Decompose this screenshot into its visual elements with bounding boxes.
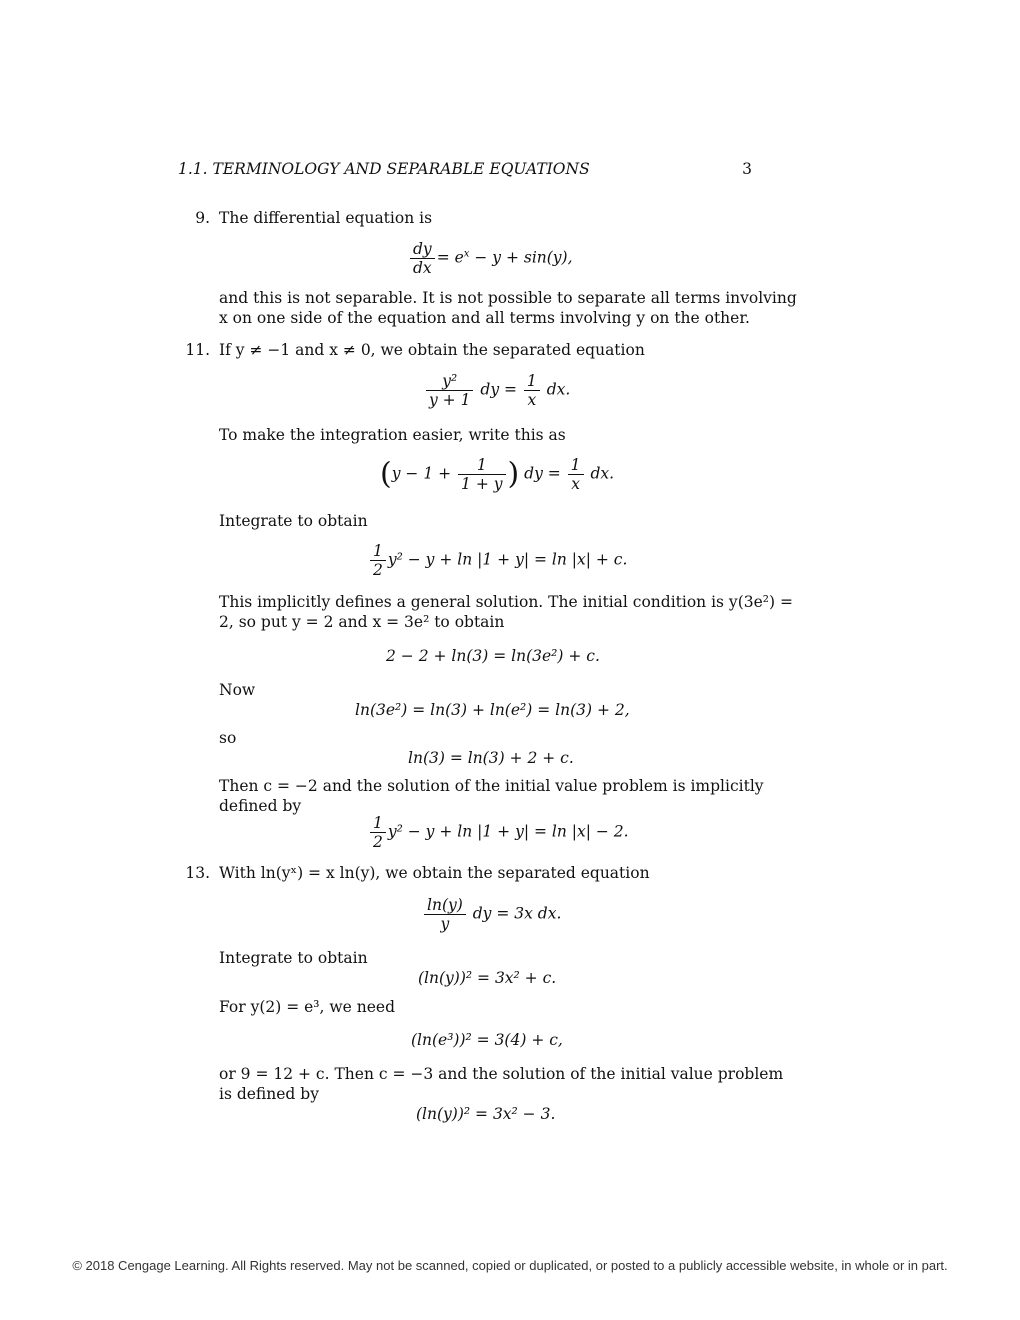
frac-numerator: 1 xyxy=(458,456,505,475)
eq-rest: y² − y + ln |1 + y| = ln |x| + c. xyxy=(387,550,628,569)
problem-11-number: 11. xyxy=(185,341,210,359)
frac-denominator: y + 1 xyxy=(429,391,471,409)
eq-mid: dy = xyxy=(475,380,522,399)
problem-9-equation xyxy=(408,240,573,277)
problem-11-text-integrate: Integrate to obtain xyxy=(219,512,368,530)
eq-rhs-rest: − y + sin(y), xyxy=(469,248,573,267)
problem-11-equation-7 xyxy=(368,814,629,851)
problem-13-text-integrate: Integrate to obtain xyxy=(219,949,368,967)
frac-denominator: y xyxy=(440,915,450,933)
problem-13-equation-2: (ln(y))² = 3x² + c. xyxy=(418,969,557,987)
problem-13-text-or-2: is defined by xyxy=(219,1085,319,1103)
frac-denominator: x xyxy=(527,391,537,409)
frac-numerator: y² xyxy=(426,372,473,391)
problem-11-text-then-2: defined by xyxy=(219,797,302,815)
problem-11-text-then-1: Then c = −2 and the solution of the initial value problem is implicitly xyxy=(219,777,764,795)
problem-11-intro: If y ≠ −1 and x ≠ 0, we obtain the separated equation xyxy=(219,341,645,359)
problem-11-equation-4: 2 − 2 + ln(3) = ln(3e²) + c. xyxy=(386,647,600,665)
eq-rest: y² − y + ln |1 + y| = ln |x| − 2. xyxy=(387,822,629,841)
problem-9-text-2: x on one side of the equation and all terms involving y on the other. xyxy=(219,309,750,327)
eq-end: dx. xyxy=(541,380,571,399)
running-title: 1.1. TERMINOLOGY AND SEPARABLE EQUATIONS xyxy=(178,160,590,178)
frac-denominator: dx xyxy=(413,259,432,277)
problem-11-text-implicit-2: 2, so put y = 2 and x = 3e² to obtain xyxy=(219,613,505,631)
problem-13-text-for: For y(2) = e³, we need xyxy=(219,998,395,1016)
eq-rest: dy = 3x dx. xyxy=(467,904,562,923)
problem-11-equation-3 xyxy=(368,542,627,579)
problem-13-number: 13. xyxy=(185,864,210,882)
problem-13-equation-1 xyxy=(422,896,561,933)
problem-9-text-1: and this is not separable. It is not possible to separate all terms involving xyxy=(219,289,797,307)
frac-denominator: 1 + y xyxy=(461,475,503,493)
eq-mid: dy = xyxy=(519,464,566,483)
problem-9-number: 9. xyxy=(195,209,210,227)
frac-numerator: 1 xyxy=(524,372,540,391)
eq-end: dx. xyxy=(585,464,615,483)
running-header xyxy=(178,160,752,182)
problem-13-text-or-1: or 9 = 12 + c. Then c = −3 and the solution of the initial value problem xyxy=(219,1065,784,1083)
problem-11-text-now: Now xyxy=(219,681,256,699)
problem-11-text-easier: To make the integration easier, write this as xyxy=(219,426,566,444)
page-number: 3 xyxy=(742,160,752,178)
problem-11-text-so: so xyxy=(219,729,237,747)
eq-start: y − 1 + xyxy=(391,464,457,483)
frac-denominator: 2 xyxy=(373,833,383,851)
frac-denominator: x xyxy=(571,475,580,493)
problem-11-equation-5: ln(3e²) = ln(3) + ln(e²) = ln(3) + 2, xyxy=(355,701,630,719)
frac-numerator: dy xyxy=(410,240,435,259)
eq-rhs: = e xyxy=(436,248,464,267)
frac-numerator: 1 xyxy=(370,542,386,561)
problem-13-equation-3: (ln(e³))² = 3(4) + c, xyxy=(411,1031,563,1049)
problem-11-equation-2: (y − 1 + $\frac{1}{1 + y}$ ) dy = $\frac{1}{x}$ dx. xyxy=(380,456,615,493)
copyright-footer: © 2018 Cengage Learning. All Rights reserved. May not be scanned, copied or duplicated, or posted to a publicly accessible website, in whole or in part. xyxy=(72,1258,948,1273)
problem-13-intro: With ln(yˣ) = x ln(y), we obtain the separated equation xyxy=(219,864,650,882)
problem-11-text-implicit-1: This implicitly defines a general solution. The initial condition is y(3e²) = xyxy=(219,593,793,611)
problem-11-equation-1 xyxy=(424,372,570,409)
frac-denominator: 2 xyxy=(373,561,383,579)
frac-numerator: 1 xyxy=(370,814,386,833)
eq-rhs-sup: x xyxy=(463,248,470,260)
problem-11-equation-6: ln(3) = ln(3) + 2 + c. xyxy=(408,749,574,767)
frac-numerator: 1 xyxy=(568,456,584,475)
frac-numerator: ln(y) xyxy=(424,896,466,915)
problem-9-intro: The differential equation is xyxy=(219,209,433,227)
problem-13-equation-4: (ln(y))² = 3x² − 3. xyxy=(416,1105,556,1123)
